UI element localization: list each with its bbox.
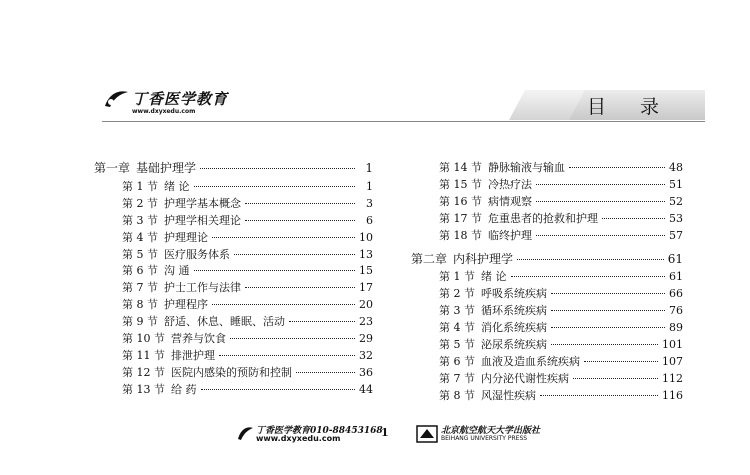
section-title: 医疗服务体系 bbox=[164, 247, 230, 261]
section-title: 临终护理 bbox=[488, 228, 532, 242]
toc-section-row bbox=[439, 302, 683, 318]
page-number: 1 bbox=[381, 426, 389, 439]
section-title: 风湿性疾病 bbox=[481, 388, 536, 402]
toc-section-row bbox=[122, 212, 373, 228]
page-ref: 36 bbox=[359, 365, 373, 379]
toc-section-row bbox=[439, 210, 683, 226]
dot-leader bbox=[573, 377, 658, 379]
toc-section-row bbox=[439, 268, 683, 284]
toc-section-row bbox=[122, 279, 373, 295]
toc-section-row bbox=[439, 193, 683, 209]
section-number: 第 14 节 bbox=[439, 161, 482, 174]
dot-leader bbox=[194, 185, 356, 187]
dot-leader bbox=[289, 320, 355, 322]
page-ref: 20 bbox=[359, 298, 373, 312]
page-ref: 112 bbox=[662, 371, 683, 385]
page-ref: 89 bbox=[669, 321, 683, 335]
toc-section-row bbox=[122, 246, 373, 262]
toc-section-row bbox=[439, 176, 683, 192]
section-title: 护理程序 bbox=[164, 298, 208, 312]
dot-leader bbox=[230, 337, 355, 339]
chapter-title: 内科护理学 bbox=[453, 251, 514, 266]
dot-leader bbox=[296, 371, 355, 373]
dot-leader bbox=[245, 202, 355, 204]
toc-section-row bbox=[122, 347, 373, 363]
page-ref: 61 bbox=[667, 251, 683, 266]
dot-leader bbox=[201, 388, 356, 390]
page-ref: 51 bbox=[669, 177, 683, 191]
section-title: 护理理论 bbox=[164, 230, 208, 244]
page-ref: 1 bbox=[366, 179, 373, 193]
toc-section-row bbox=[122, 381, 373, 397]
footer-url: www.dxyxedu.com bbox=[256, 434, 341, 443]
dot-leader bbox=[584, 360, 658, 362]
section-title: 消化系统疾病 bbox=[481, 321, 547, 335]
page-ref: 3 bbox=[366, 196, 373, 210]
dot-leader bbox=[569, 166, 665, 168]
header-brand-url: www.dxyxedu.com bbox=[132, 108, 196, 115]
publisher-name-en: BEIHANG UNIVERSITY PRESS bbox=[441, 435, 528, 442]
section-number: 第 13 节 bbox=[122, 382, 165, 396]
dot-leader bbox=[234, 253, 355, 255]
section-title: 绪 论 bbox=[164, 179, 190, 193]
page-ref: 29 bbox=[359, 332, 373, 345]
toc-section-row bbox=[439, 319, 683, 335]
section-title: 泌尿系统疾病 bbox=[481, 338, 547, 351]
section-title: 舒适、休息、睡眠、活动 bbox=[164, 315, 285, 329]
footer-logo bbox=[236, 423, 383, 445]
chapter-number: 第二章 bbox=[411, 251, 448, 266]
page-ref: 10 bbox=[359, 230, 373, 244]
dot-leader bbox=[219, 354, 355, 356]
header-brand-name: 丁香医学教育 bbox=[132, 90, 229, 108]
brand-logo-icon bbox=[102, 88, 130, 110]
chapter-number: 第一章 bbox=[94, 161, 131, 175]
publisher-emblem-icon bbox=[416, 425, 438, 443]
page-ref: 76 bbox=[669, 304, 683, 318]
dot-leader bbox=[517, 258, 664, 260]
section-title: 护理学相关理论 bbox=[164, 213, 241, 227]
section-title: 内分泌代谢性疾病 bbox=[481, 371, 569, 385]
section-title: 护士工作与法律 bbox=[164, 281, 241, 295]
section-number: 第 9 节 bbox=[122, 315, 158, 329]
footer-phone: 010-88453168 bbox=[310, 426, 383, 436]
dot-leader bbox=[551, 326, 665, 328]
toc-section-row bbox=[439, 387, 683, 403]
dot-leader bbox=[551, 292, 665, 294]
page-ref: 107 bbox=[662, 354, 683, 368]
chapter-title: 基础护理学 bbox=[136, 161, 197, 175]
header-logo bbox=[102, 86, 252, 120]
section-title: 呼吸系统疾病 bbox=[481, 287, 547, 301]
section-number: 第 7 节 bbox=[439, 371, 475, 385]
section-number: 第 3 节 bbox=[439, 304, 475, 318]
section-number: 第 8 节 bbox=[439, 388, 475, 402]
page-ref: 32 bbox=[359, 348, 373, 362]
section-number: 第 11 节 bbox=[122, 348, 165, 362]
page-title: 目 录 bbox=[587, 96, 674, 118]
dot-leader bbox=[551, 309, 665, 311]
page-ref: 48 bbox=[669, 161, 683, 174]
section-number: 第 17 节 bbox=[439, 211, 482, 225]
page-ref: 52 bbox=[669, 194, 683, 208]
dot-leader bbox=[536, 183, 665, 185]
toc-section-row bbox=[122, 296, 373, 312]
section-title: 静脉输液与输血 bbox=[488, 161, 565, 174]
dot-leader bbox=[212, 236, 355, 238]
section-title: 绪 论 bbox=[481, 270, 507, 284]
toc-section-row bbox=[439, 227, 683, 243]
dot-leader bbox=[212, 303, 355, 305]
section-number: 第 16 节 bbox=[439, 194, 482, 208]
section-number: 第 7 节 bbox=[122, 281, 158, 295]
section-title: 循环系统疾病 bbox=[481, 304, 547, 318]
section-number: 第 8 节 bbox=[122, 298, 158, 312]
section-title: 医院内感染的预防和控制 bbox=[171, 365, 292, 379]
publisher-name-cn: 北京航空航天大学出版社 bbox=[441, 426, 541, 436]
toc-section-row bbox=[122, 330, 373, 346]
section-number: 第 10 节 bbox=[122, 332, 165, 345]
toc-section-row bbox=[122, 229, 373, 245]
section-number: 第 4 节 bbox=[439, 321, 475, 335]
dot-leader bbox=[540, 394, 658, 396]
section-number: 第 3 节 bbox=[122, 213, 158, 227]
dot-leader bbox=[536, 200, 665, 202]
dot-leader bbox=[536, 234, 665, 236]
dot-leader bbox=[200, 167, 355, 169]
dot-leader bbox=[245, 219, 355, 221]
section-title: 沟 通 bbox=[164, 264, 190, 278]
section-title: 危重患者的抢救和护理 bbox=[488, 211, 598, 225]
toc-section-row bbox=[122, 178, 373, 194]
section-title: 排泄护理 bbox=[171, 348, 215, 362]
section-number: 第 1 节 bbox=[122, 179, 158, 193]
section-number: 第 2 节 bbox=[439, 287, 475, 301]
toc-chapter-row bbox=[411, 250, 683, 266]
footer-brand-logo-icon bbox=[236, 425, 254, 441]
dot-leader bbox=[551, 343, 658, 345]
page-ref: 15 bbox=[359, 264, 373, 278]
dot-leader bbox=[194, 269, 356, 271]
toc-section-row bbox=[439, 336, 683, 352]
toc-section-row bbox=[122, 262, 373, 278]
section-number: 第 18 节 bbox=[439, 228, 482, 242]
page-ref: 101 bbox=[662, 338, 683, 351]
publisher-logo bbox=[416, 423, 541, 447]
page-ref: 116 bbox=[662, 388, 683, 402]
toc-section-row bbox=[122, 364, 373, 380]
dot-leader bbox=[511, 275, 666, 277]
section-number: 第 5 节 bbox=[439, 338, 475, 351]
toc-section-row bbox=[122, 313, 373, 329]
section-title: 血液及造血系统疾病 bbox=[481, 354, 580, 368]
page-ref: 6 bbox=[366, 213, 373, 227]
dot-leader bbox=[245, 286, 355, 288]
page-ref: 57 bbox=[669, 228, 683, 242]
section-number: 第 2 节 bbox=[122, 196, 158, 210]
page-ref: 1 bbox=[365, 161, 373, 175]
page-ref: 66 bbox=[669, 287, 683, 301]
section-title: 营养与饮食 bbox=[171, 332, 226, 345]
page-ref: 13 bbox=[359, 247, 373, 261]
section-title: 给 药 bbox=[171, 382, 197, 396]
section-number: 第 12 节 bbox=[122, 365, 165, 379]
toc-section-row bbox=[439, 370, 683, 386]
section-number: 第 1 节 bbox=[439, 270, 475, 284]
section-title: 病情观察 bbox=[488, 194, 532, 208]
title-band bbox=[555, 90, 705, 120]
section-number: 第 6 节 bbox=[439, 354, 475, 368]
toc-section-row bbox=[122, 195, 373, 211]
page-ref: 53 bbox=[669, 211, 683, 225]
dot-leader bbox=[602, 217, 665, 219]
section-number: 第 15 节 bbox=[439, 177, 482, 191]
page-ref: 17 bbox=[359, 281, 373, 295]
section-title: 冷热疗法 bbox=[488, 177, 532, 191]
footer-brand-name: 丁香医学教育 bbox=[256, 426, 311, 436]
page-ref: 61 bbox=[669, 270, 683, 284]
toc-section-row bbox=[439, 159, 683, 175]
toc-section-row bbox=[439, 285, 683, 301]
section-number: 第 5 节 bbox=[122, 247, 158, 261]
toc-chapter-row bbox=[94, 159, 373, 175]
title-band-notch bbox=[509, 90, 585, 120]
page-ref: 44 bbox=[359, 382, 373, 396]
page-ref: 23 bbox=[359, 315, 373, 329]
toc-section-row bbox=[439, 353, 683, 369]
section-number: 第 6 节 bbox=[122, 264, 158, 278]
header-rule bbox=[102, 121, 705, 122]
section-title: 护理学基本概念 bbox=[164, 196, 241, 210]
section-number: 第 4 节 bbox=[122, 230, 158, 244]
